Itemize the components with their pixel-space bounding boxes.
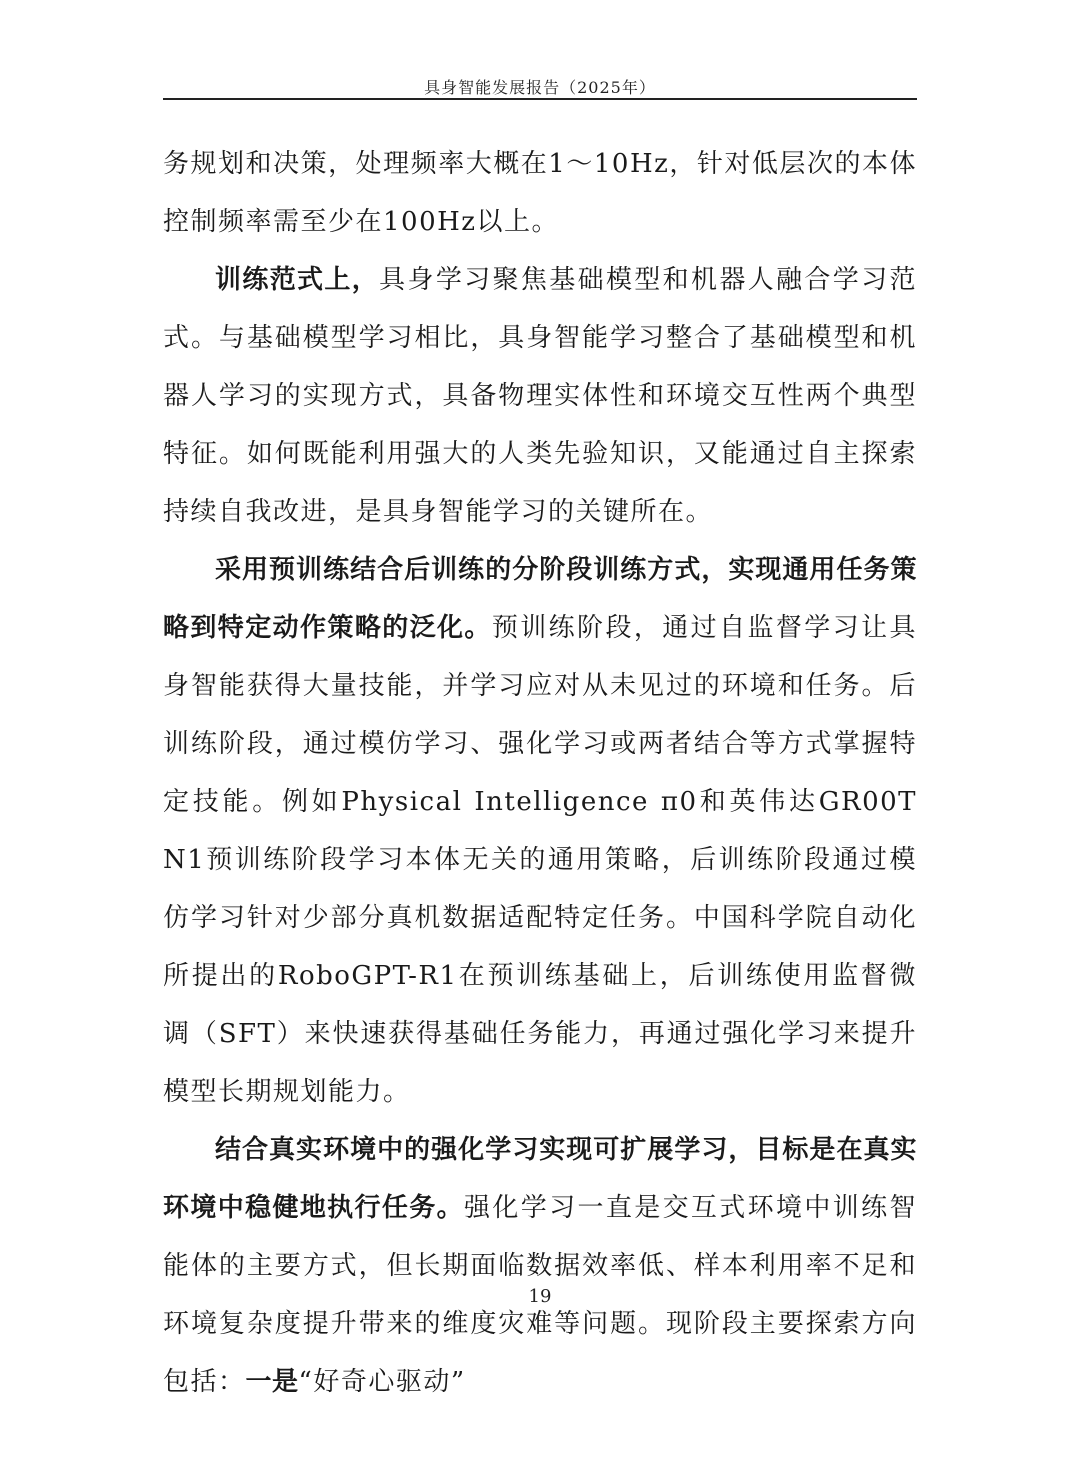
paragraph-3-lead: 采用预训练结合后训练的分阶段训练方式，实现通用任务策略到特定动作策略的泛化。	[163, 555, 917, 643]
paragraph-2-lead: 训练范式上，	[215, 265, 380, 295]
running-header: 具身智能发展报告（2025年）	[424, 78, 656, 97]
paragraph-2	[163, 251, 917, 541]
paragraph-4-tail-text: “好奇心驱动”	[298, 1367, 466, 1397]
paragraph-1	[163, 135, 917, 251]
paragraph-4-text: 强化学习一直是交互式环境中训练智能体的主要方式，但长期面临数据效率低、样本利用率不足和环境复杂度提升带来的维度灾难等问题。现阶段主要探索方向包括：	[163, 1193, 917, 1397]
body-text	[163, 135, 917, 1411]
paragraph-1-text: 务规划和决策，处理频率大概在1～10Hz，针对低层次的本体控制频率需至少在100Hz以上。	[163, 149, 917, 237]
page-number: 19	[528, 1286, 552, 1307]
header-rule	[163, 98, 917, 100]
paragraph-4-lead: 结合真实环境中的强化学习实现可扩展学习，目标是在真实环境中稳健地执行任务。	[163, 1135, 917, 1223]
paragraph-2-text: 具身学习聚焦基础模型和机器人融合学习范式。与基础模型学习相比，具身智能学习整合了基础模型和机器人学习的实现方式，具备物理实体性和环境交互性两个典型特征。如何既能利用强大的人类先验知识，又能通过自主探索持续自我改进，是具身智能学习的关键所在。	[163, 265, 917, 527]
paragraph-3-text: 预训练阶段，通过自监督学习让具身智能获得大量技能，并学习应对从未见过的环境和任务。后训练阶段，通过模仿学习、强化学习或两者结合等方式掌握特定技能。例如Physical Intelligence π0和英伟达GR00T N1预训练阶段学习本体无关的通用策略，后训练阶段通过模仿学习针对少部分真机数据适配特定任务。中国科学院自动化所提出的RoboGPT-R1在预训练基础上，后训练使用监督微调（SFT）来快速获得基础任务能力，再通过强化学习来提升模型长期规划能力。	[163, 613, 917, 1107]
paragraph-4	[163, 1121, 917, 1411]
paragraph-3	[163, 541, 917, 1121]
paragraph-4-tail-lead: 一是	[245, 1367, 299, 1397]
